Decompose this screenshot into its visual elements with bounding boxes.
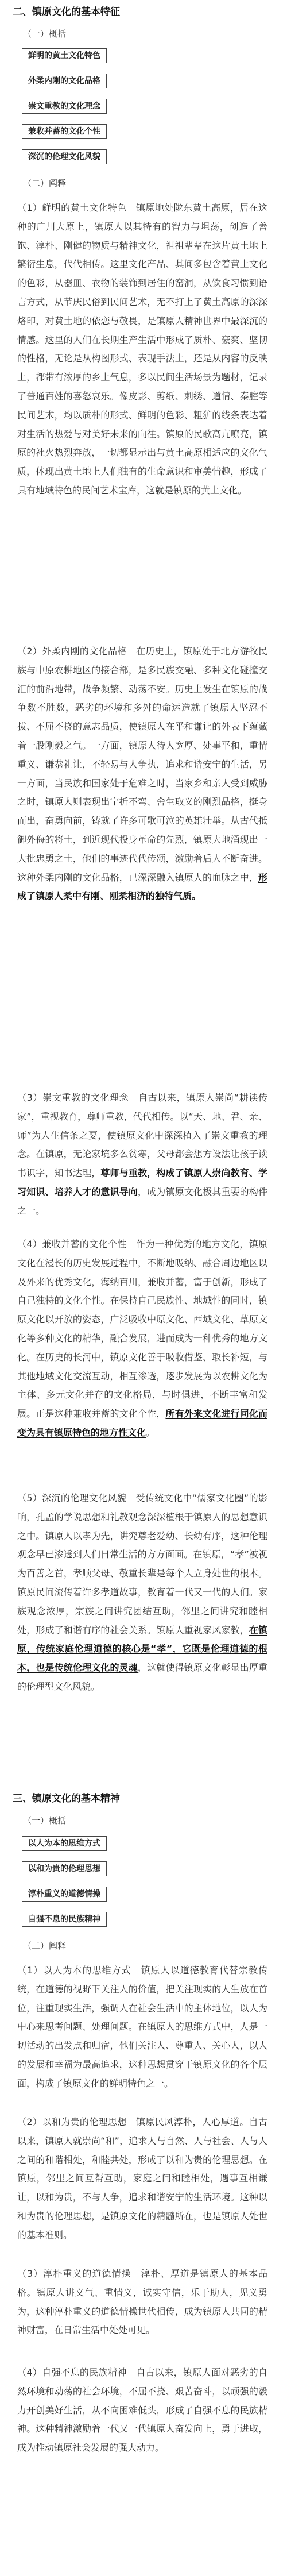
paragraph-text: （5）深沉的伦理文化风貌 受传统文化中“儒家文化圈”的影响，孔孟的学说思想和礼教观念深深植根于镇原人的思想意识之中。镇原人以孝为先，讲究尊老爱幼、长幼有序，这种伦理观念早已渗透到人们日常生活的方方面面。在镇原，“孝”被视为百善之首，孝顺父母、敬重长辈是每个人立身处世的根本。镇原民间流传着许多孝道故事，教育着一代又一代的人们。家族观念浓厚，宗族之间讲究团结互助，邻里之间讲究和睦相处，形成了和谐有序的社会关系。镇原人重视家风家教， [17,1493,267,1636]
spirit-tag: 以人为本的思维方式 [22,1836,107,1851]
paragraph-text: （2）以和为贵的伦理思想 镇原民风淳朴，人心厚道。自古以来，镇原人就崇尚“和”，追求人与自然、人与社会、人与人之间的和谐相处，和睦共处，形成了以和为贵的伦理思想。在镇原，邻里之间互帮互助，家庭之间和睦相处，遇事互相谦让，以和为贵，不与人争，追求和谐安宁的生活环境。这种以和为贵的伦理思想，是镇原文化的精髓所在，也是镇原人处世的基本准则。 [17,2116,267,2240]
paragraph-text: （1）鲜明的黄土文化特色 镇原地处陇东黄土高原，居在这种的广川大原上，镇原人以其特有的智力与坦荡，创造了善饱、淳朴、刚健的物质与精神文化，祖祖辈辈在这片黄土地上繁衍生息，代代相传。这里文化产品、其间多包含着黄土文化的色彩，从器皿、衣物的装饰到居住的窑洞，从饮食习惯到语言方式，从节庆民俗到民间艺术，无不打上了黄土高原的深深烙印，对黄土地的依恋与敬畏，是镇原人精神世界中最深沉的情感。这里的人们在长期生产生活中形成了质朴、豪爽、坚韧的性格，无论是从构图形式、表现手法上，还是从内容的反映上，都带有浓厚的乡土气息，多以民间生活场景为题材，记录了普通百姓的喜怒哀乐。像皮影、剪纸、刺绣、道情、秦腔等民间艺术，均以质朴的形式、鲜明的色彩、粗犷的线条表达着对生活的热爱与对美好未来的向往。镇原的民歌高亢嘹亮，镇原的社火热烈奔放，一切都显示出与黄土高原相适应的文化气质，体现出黄土地上人们独有的生命意识和审美情趣，形成了具有地域特色的民间艺术宝库，这就是镇原的黄土文化。 [17,202,267,496]
spirit-tag: 自强不息的民族精神 [22,1912,107,1927]
highlighted-text: 所有外来文化进行同化而变为具有镇原特色的地方性文化 [17,1408,267,1438]
explain-label: （二）阐释 [23,178,67,188]
feature-tag: 深沉的伦理文化风貌 [22,149,107,164]
paragraph [17,642,267,906]
paragraph [17,1961,267,2093]
explain-label: （二）阐释 [23,1941,67,1951]
section-title: 二、镇原文化的基本特征 [13,6,120,18]
feature-tag: 鲜明的黄土文化特色 [22,48,107,63]
paragraph-text: （4）兼收并蓄的文化个性 作为一种优秀的地方文化，镇原文化在漫长的历史发展过程中，不断地吸纳、融合周边地区以及外来的优秀文化，海纳百川，兼收并蓄，富于创新，形成了自己独特的文化个性。在保持自己民族性、地域性的同时，镇原文化以开放的姿态，广泛吸收中原文化、西域文化、草原文化等多种文化的精华，融合发展，进而成为一种优秀的地方文化。在历史的长河中，镇原文化善于吸收借鉴、取长补短，与其他地域文化交流互动，相互渗透，逐步发展为以农耕文化为主体、多元文化并存的文化格局，与时俱进，不断丰富和发展。正是这种兼收并蓄的文化个性， [17,1239,267,1420]
paragraph [17,2363,267,2458]
feature-tag: 崇文重教的文化理念 [22,99,107,114]
paragraph-text: （3）淳朴重义的道德情操 淳朴、厚道是镇原人的基本品格。镇原人讲义气、重情义，诚实守信，乐于助人，见义勇为，这种淳朴重义的道德情操世代相传，成为镇原人共同的精神财富，在日常生活中处处可见。 [17,2268,267,2336]
paragraph [17,2113,267,2245]
paragraph [17,1235,267,1443]
section-title: 三、镇原文化的基本精神 [13,1793,120,1804]
paragraph [17,199,267,500]
paragraph-text: （2）外柔内刚的文化品格 在历史上，镇原处于北方游牧民族与中原农耕地区的接合部，是多民族交融、多种文化碰撞交汇的前沿地带，战争频繁、动荡不安。历史上发生在镇原的战争数不胜数，恶劣的环境和多舛的命运造就了镇原人坚忍不拔、不屈不挠的意志品质，使镇原人在平和谦让的外表下蕴藏着一股刚毅之气。一方面，镇原人待人宽厚、处事平和，重情重义、谦恭礼让，不轻易与人争执，追求和谐安宁的生活，另一方面，当民族和国家处于危难之时，当家乡和亲人受到威胁之时，镇原人则表现出宁折不弯、舍生取义的刚烈品格，挺身而出，奋勇向前，铸就了许多可歌可泣的英雄壮举。从古代抵御外侮的将士，到近现代投身革命的先烈，镇原大地涌现出一大批忠勇之士，他们的事迹代代传颂，激励着后人不断奋进。这种外柔内刚的文化品格，已深深融入镇原人的血脉之中， [17,646,267,883]
feature-tag: 外柔内刚的文化品格 [22,74,107,88]
overview-label: （一）概括 [23,1815,67,1826]
paragraph [17,2265,267,2340]
paragraph [17,1489,267,1696]
paragraph-text: ，成为镇原文化极其重要的构件之一。 [17,1186,267,1216]
feature-tag: 兼收并蓄的文化个性 [22,124,107,139]
paragraph-text: ，这就使得镇原文化彰显出厚重的伦理型文化风貌。 [17,1662,267,1692]
spirit-tag: 以和为贵的伦理思想 [22,1861,107,1876]
highlighted-text: 在镇原，传统家庭伦理道德的核心是“孝”，它既是伦理道德的根本，也是传统伦理文化的灵魂 [17,1624,267,1673]
paragraph [17,1089,267,1221]
highlighted-text: 形成了镇原人柔中有刚、刚柔相济的独特气质。 [17,871,267,902]
highlighted-text: 尊师与重教，构成了镇原人崇尚教育、学习知识、培养人才的意识导向 [17,1167,267,1197]
paragraph-text: （4）自强不息的民族精神 自古以来，镇原人面对恶劣的自然环境和动荡的社会环境，不屈不挠、艰苦奋斗，以顽强的毅力开创美好生活，从不向困难低头，形成了自强不息的民族精神。这种精神激励着一代又一代镇原人奋发向上，勇于进取，成为推动镇原社会发展的强大动力。 [17,2367,267,2454]
overview-label: （一）概括 [23,29,67,39]
paragraph-text: 。 [146,1426,156,1438]
spirit-tag: 淳朴重义的道德情操 [22,1887,107,1902]
paragraph-text: （3）崇文重教的文化理念 自古以来，镇原人崇尚“耕读传家”，重视教育，尊师重教，代代相传。以“天、地、君、亲、师”为人生信条之要，使镇原文化中深深植入了崇文重教的理念。在镇原，无论家境多么贫寒，父母都会想方设法让孩子读书识字，知书达理， [17,1092,267,1179]
paragraph-text: （1）以人为本的思维方式 镇原人以道德教育代替宗教传统，在道德的视野下关注人的价值，把关注现实的人生放在首位，注重现实生活，强调人在社会生活中的主体地位，以人为中心来思考问题、处理问题。在镇原人的思维方式中，人是一切活动的出发点和归宿，他们关注人、尊重人、关心人，以人的发展和幸福为最高追求，这种思想贯穿于镇原文化的各个层面，构成了镇原文化的鲜明特色之一。 [17,1965,267,2089]
